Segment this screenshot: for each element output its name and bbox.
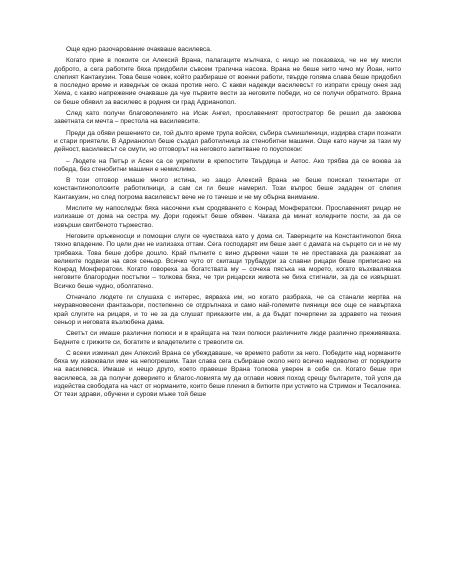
paragraph-8: Неговите оръженосци и помощни слуги се чувстваха като у дома си. Тавернците на Константинопол бяха тяхно владение. По цели дни не излизаха оттам. Сега господарят им беше зает с дамата на сърцето си и не му трябваха. Това беше добре дошло. Край пълните с вино дървени чаши те не преставаха да разказват за великите подвизи на своя сеньор. Всичко чуто от скитащи трубадури за славни рицари беше приписано на Конрад Монфератски. Когато говореха за богатствата му – сочеха пясъка на морето, когато възхваляваха неговите благородни постъпки – толкова бяха, че три рицарски живота не биха стигнали, за да се извършат. Всичко беше чудно, оболгатено. [54, 232, 401, 290]
paragraph-4: Преди да обяви решението си, той дълго време трупа войски, събира съмишленици, издирва стари познати и стари приятели. В Адрианопол беше създал работилница за стенобитни машини. Още като научи за тази му дейност, василевсът се смути, но отговорът на неговото запитване го поуспокои: [54, 129, 401, 154]
paragraph-2: Когато прие в покоите си Алексий Врана, палагаците мълчаха, с нищо не показваха, че не му мисли доброто, а сега работите бяха придобили съвсем трагична насока. Врана не беше нито чичо му Йоан, нито слепият Кантакузин. Това беше човек, който разбираше от военни работи, твърде голяма слава беше придобил в последно време и изведнъж се оказа против него. С какви надежди василевсът го изпрати срещу онея зад Хема, с какво напрежение очакваше да чуе първите вести за неговите победи, но се получи обратното. Врана се беше обявил за василевс в родния си град Адрианопол. [54, 57, 401, 106]
paragraph-1: Още едно разочарование очакваше василевса. [66, 46, 212, 53]
paragraph-6: В този отговор имаше много истина, но защо Алексий Врана не беше поискал технитари от константинополските работилници, а сам си ги беше намерил. Този въпрос беше зададен от слепия Кантакузин, но след погрома василевсът вече не го тачеше и не му обърна внимание. [54, 177, 401, 201]
paragraph-11: С всеки изминал ден Алексий Врана се убеждаваше, че времето работи за него. Победите над норманите бяха му извоювали име на непогрешим. Тази слава сега събираше около него всичко недоволно от порядките на василевса. Имаше и нещо друго, което правеше Врана толкова уверен в себе си. Когато беше при василевса, за да получи доверието и благос-ловията му да оглави новия поход срещу българите, той успя да издейства свободата на част от норманите, които беше пленил в битките при устието на Стримон и Тесалоника. От тези здрави, обучени и сурови мъже той беше [54, 349, 401, 399]
paragraph-5: – Людете на Петър и Асен са се укрепили в крепостите Твърдица и Аетос. Ако трябва да се воюва за победа, без стенобитни машини е немислимо. [54, 157, 401, 173]
paragraph-10: Светът си имаше различни полюси и в крайщата на тези полюси различните люде различно преживяваха. Бедните с грижите си, богатите и владетелите с тревогите си. [54, 330, 401, 346]
paragraph-3: След като получи благоволението на Исак Ангел, прославеният протостратор бе решил да завоюва заветната си мечта – престола на василевсите. [54, 110, 401, 126]
document-page [54, 46, 401, 403]
paragraph-9: Отначало людете ги слушаха с интерес, вярваха им, но когато разбраха, че са станали жертва на неуравновесени фантазьори, постепенно се отдръпнаха и само най-големите пияници все още се навъртаха край слугите на рицаря, и то не за да слушат приказките им, а да бъдат почерпени за здравето на техния сеньор и неговата възлюбена дама. [54, 294, 401, 326]
paragraph-7: Мислите му напоследък бяха насочени към сродяването с Конрад Монфератски. Прославеният рицар не излизаше от дома на сестра му. Дори годежът беше обявен. Чакаха да минат коледните пости, за да се извърши свитбеното тържество. [54, 205, 401, 229]
